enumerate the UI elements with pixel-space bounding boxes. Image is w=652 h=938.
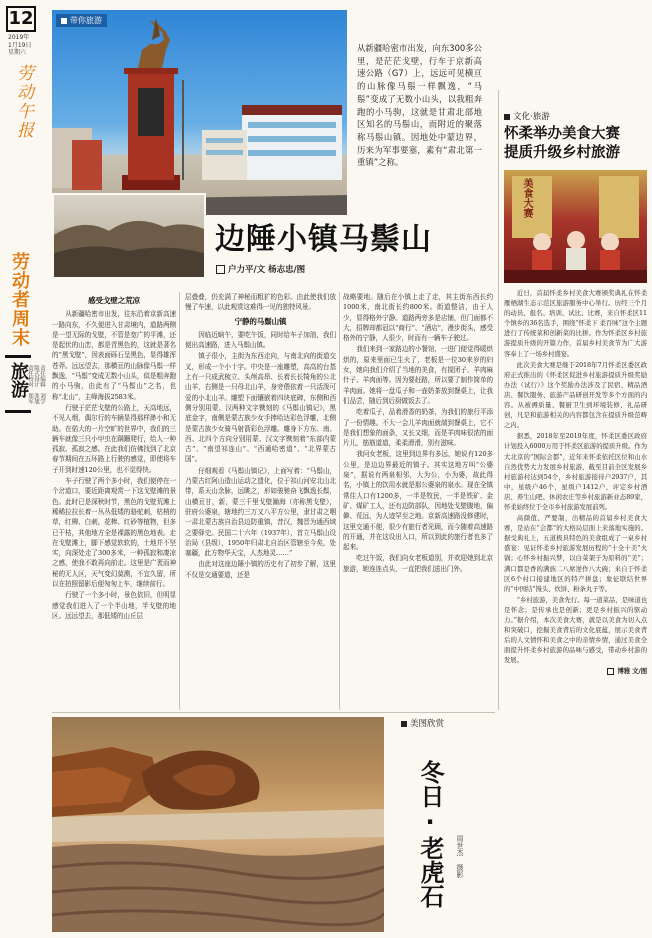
- feature-intro: 从新疆哈密市出发，向东300多公里，是茫茫戈壁，行车于京新高速公路（G7）上，远远可见横亘的山脉像马鬃一样飘逸，“马鬃”变成了无数小山头，以我粗奔跑的小马驹，这就是甘肃北部地区知名的马鬃山，而附近的聚落称马鬃山镇。因地处中蒙边界，历来为军事要塞，素有“肃北第一重镇”之称。: [357, 43, 482, 168]
- feature-headline: 边陲小镇马鬃山: [215, 222, 432, 257]
- appreciation-title: 冬日·老虎石: [416, 760, 444, 908]
- column-divider: [179, 292, 180, 710]
- appreciation-tag-label: 美图欣赏: [410, 719, 445, 729]
- feature-col-3: [343, 292, 493, 575]
- tag-square-icon: [504, 114, 510, 120]
- section-title: 劳动者周末: [9, 252, 30, 347]
- photo-gobi-hills: [52, 193, 206, 279]
- byline-box-icon: [607, 668, 614, 675]
- credit-editor: 责任编辑 刘学: [39, 365, 45, 404]
- section-divider: [498, 90, 499, 710]
- col1-para: 行驶于茫茫戈壁的公路上，天高地远，不见人烟，偶尔行的车辆显得那样渺小和无助。在偌大的一片空旷的世界中，我们的三辆车就像三只小甲虫在蹒跚爬行，给人一种孤寂、孤寂之感。在此我们仿佛找到了北京春节期间在五环路上行驶的感觉，即使将车子开到时速120公里，也不觉得快。: [52, 403, 176, 474]
- appreciation-photographer: 周世杰 摄影: [456, 835, 464, 878]
- tag-square-icon: [401, 721, 407, 727]
- col1-para: 行驶了一个多小时，景色依旧，但明显感觉我们进入了一个半山地，半戈壁的地区。远远望去，那低矮的山丘层: [52, 591, 176, 620]
- bottom-divider: [52, 712, 495, 713]
- feature-byline: [216, 263, 305, 275]
- culture-para: “乡村旅游，美食先行。每一道菜品，是味道也是怀念；是传承也是创新；更是乡村振兴的驱动力。”据介绍，本次美食大赛，就是以美食为切入点和突破口，挖掘美食背后的文化底蕴，展示美食背后的人文情怀和美食之中的亲情乡情，通过美食全面提升怀柔乡村旅游的品味与感受，带动乡村游的发展。: [504, 595, 647, 665]
- col3-para: 战略要地。随后在小镇上走了走，其主街东西长约1000米，南北街长约800米。街道整洁，由于人少，显得格外宁静。道路两旁多是店铺，但门面都不大，招牌却都冠以“商行”、“酒店”，漫步街头，感受格外的宁静，人很少，时而有一辆车子驶过。: [343, 293, 493, 343]
- col1-para: 从新疆哈密市出发，往东沿着京新高速一路向东，不久便进入甘肃境内，道路两侧是一望无际的戈壁，不管是宽广的平滩，还是起伏的山峦，都是青黑色的，这就是著名的“黑戈壁”，因表面砾石呈黑色，显得雄浑苍莽。远远望去，那横亘的山脉像马鬃一样飘逸，“马鬃”变成无数小山头，似是粗奔跑的小马驹，由此有了“马鬃山”之名，也称“北山”，主峰海拔2583米。: [52, 310, 176, 401]
- culture-byline: [504, 666, 647, 676]
- col2-para: 仔细观看《马鬃山镇记》，上面写着：“马鬃山，乃蒙古红阿山造山运动之遗化，位于祁山河安北山北带，系天山余脉，远眺之，形如骏驰奋飞飘逸长鬃，山横亘甘，新，蒙三千里戈壁瀚海（亦称黑戈壁），驻府公婆泉，辖地约三万又八平方公里，隶甘肃之咽一肃北蒙古族自治县边防重镇，昔汉，魏晋为通西域之要驿史。民国二十六年（1937年），首立马鬃山设治局（县级），1950年归肃北自治区管辖至今矣，处塞疆，此方物华天宝，人杰地灵……”: [185, 466, 336, 558]
- date-year: 2019年: [8, 34, 30, 41]
- appreciation-tag: [401, 717, 444, 729]
- col2-para: 镇子很小，主街为东西走向，与南北向的街道交叉，形成一个小十字。中央是一座雕塑，高高的台基上有一只成武梳立、头颅高昂、长着长长犄角的公北山羊，右侧是一只母北山羊，身旁偎依着一只活泼可爱的小北山羊。雕塑下面镶嵌着四块底碑，东侧和西侧分别用蒙、汉两种文字镌刻的《马鬃山镇记》，黑底金字，南侧是蒙古族少女手捧哈达彩色浮雕，北侧是蒙古族少女骑马射箭彩色浮雕。雕身下方东、南、西、北四个方向分别用蒙、汉文字镌刻着“东部内蒙古”、“南望祁连山”、“西通哈密道”、“北界蒙古国”。: [185, 352, 336, 464]
- culture-para: 近日，首届怀柔乡村美食大赛颁奖典礼在怀柔雁栖湖生态示范区旅游服务中心举行。历经三个月的动员、报名、培训、试比、比赛，来自怀柔区11个镇乡的36名选手，围绕“怀柔下 柔百味”这个主题进行了传统菜和创新菜的比拼。作为怀柔区乡村旅游提质升级的开篇力作，首届乡村美食节为广大游客奉上了一场乡村盛宴。: [504, 289, 647, 358]
- culture-headline: [504, 124, 649, 162]
- col2-subheading: 宁静的马鬃山镇: [234, 316, 287, 326]
- col2-para: 层叠叠，仍充满了神秘而粗犷的色彩。由此使我们放慢了车速，以此观赏这难得一见的独特风景。: [185, 293, 336, 312]
- culture-tag: [504, 110, 550, 122]
- col3-para: 吃过午饭，我们向女老板道别，并欢迎她到北京旅游，她连连点头，一直把我们送出门外。: [343, 554, 493, 573]
- col3-para: 我们来到一家路边的小餐馆，一进门便觉得暖烘烘的，原来里面已生火了，老板是一位30来岁的妇女，她向我们介绍了当地的美食，有搅团子、羊肉麻什子、羊肉面等。因为要赶路，所以要了制作简单的羊肉面。她将一盘瓜子和一壶奶茶放到餐桌上，让我们品尝，随后到后厨做饭去了。: [343, 345, 493, 405]
- culture-tag-label: 文化·旅游: [513, 112, 550, 122]
- column-divider: [339, 292, 340, 710]
- col2-para: 因临近晌午，要吃午饭，同时给车子加油，我们便出高速路，进入马鬃山镇。: [185, 330, 336, 350]
- section-name: 旅游: [8, 362, 29, 398]
- tiger-rock-illustration: [52, 717, 384, 932]
- culture-body: [504, 288, 647, 677]
- page-number: 12: [6, 6, 36, 32]
- col1-para: 车子行驶了两个多小时，我们便停在一个岔道口，要近距离观赏一下这戈壁滩的景色。此时已是深秋时节，黑色的戈壁荒滩上稀稀拉拉长着一丛丛低矮的骆驼刺，枯梢的草，红柳、白刺，花棒、红砂等植物，但多已干枯，其他地方全是裸露的黑色地表。走在戈壁滩上，脚下感觉软软的，土地并不坚实，向深处走了300多米，一种孤寂和凄凉之感，使我不敢再向前走。这里是广袤而神秘的无人区，天气变幻莫测，不宜久留，所以在拍照留影后便匆匆上车，继续前行。: [52, 477, 176, 589]
- paper-logo: 劳动午报: [13, 64, 33, 140]
- monument-illustration: [52, 10, 347, 215]
- credit-proof: 责任校对 郑军: [27, 365, 33, 404]
- col2-para: 由此对这座边陲小镇的历史有了初步了解，这里不仅是交通要道，还是: [185, 560, 336, 579]
- culture-para: 高颜值、严要制，出精品的首届乡村美食大赛，是站在“会都”的大格局层面上来落地实施的。据受典礼上，五道极具特色的美食组成了一桌乡村盛宴：见证怀柔乡村旅游发展历程的“十全十美”火锅；心怀乡村振兴梦，以白菜架子为原料的“美”；满口都是香的满族二八席逆作八大碗；来自于怀柔区6个村口接建地区的特产拼盘；象征联结世界的“中国结”馒头、炊饼、粉条丸子等。: [504, 514, 647, 593]
- feature-tag-label: 带你旅游: [70, 16, 102, 25]
- culture-byline-text: 博雅 文/图: [617, 667, 647, 676]
- feature-tag: [56, 14, 107, 27]
- feature-byline-text: 户力平/文 杨志忠/图: [228, 265, 306, 275]
- culture-headline-line2: 提质升级乡村旅游: [504, 144, 620, 161]
- credit-design: 版式设计 张旭: [33, 365, 39, 404]
- col3-para: 吃着瓜子，品着滑香的奶茶，为我们的旅行平添了一份情趣。不大一会儿羊肉面就端到餐桌上，它不是我们想象的面条，又长又细，而是羊肉味很浓的面片儿，筋筋道道，柔柔滑滑，别有滋味。: [343, 408, 493, 448]
- photo-monument-town: [52, 10, 347, 215]
- culture-para: 此次美食大赛是继于2018年7月怀柔区委区政府正式推出的《怀柔区促进乡村旅游提质升级奖励办法（试行）》这个奖励办法涉及了民宿、精品酒店、餐饮服务、旅游产品研创开发等多个方面的内容。从被褥质量、餐厨卫生到环境装修、礼品研创，凡是和旅游相关的内容都包含在提质升级范畴之内。: [504, 360, 647, 430]
- culture-headline-line1: 怀柔举办美食大赛: [504, 125, 620, 142]
- date-week: 星期六: [8, 49, 27, 56]
- food-contest-sign: 美食大赛: [521, 178, 532, 218]
- feature-col-1: [52, 292, 176, 622]
- col1-subheading: 感受戈壁之荒凉: [88, 296, 140, 305]
- byline-box-icon: [216, 265, 225, 274]
- gobi-illustration: [54, 195, 204, 277]
- photo-tiger-rock: [52, 717, 384, 932]
- tag-square-icon: [61, 18, 67, 24]
- issue-date: [8, 34, 31, 57]
- col3-para: 我问女老板，这里到边界有多远，她说有120多公里，是边边界最近的镇子。其实这地方叫“公婆泉”，据说有两泉相邻，大为公，小为婆，故此得名，小镇上的饮用水就是那公婆泉的泉水。现在全镇常住人口有1200多，一半是牧民，一半是铁矿、金矿、煤矿工人，还有边防部队，因地处戈壁腹地，偏僻、荒远，为人迹罕至之地。京新高速路没修建时，这里交通不便，很少有旅行者光顾，而今随着高速路的开通，并在这设出入口，所以到此的旅行者也多了起来。: [343, 450, 493, 552]
- photo-food-contest: [504, 170, 647, 283]
- feature-col-2: [185, 292, 336, 581]
- culture-para: 据悉，2018年至2019年度，怀柔区委区政府计划投入6000万用于怀柔区旅游的提质升级。作为大北京的“国际会都”，近年来怀柔依托区位和山水自然优势大力发展乡村旅游，截至目前全区发展乡村旅游村达到54个，乡村旅游接待户2937户，其中，星级户46个，星级户1412户，评定乡村酒店、养生山吧、休闲农庄等乡村旅游新业态89家，怀柔始终位于全市乡村旅游发展前列。: [504, 432, 647, 511]
- date-day: 1月19日: [8, 41, 32, 49]
